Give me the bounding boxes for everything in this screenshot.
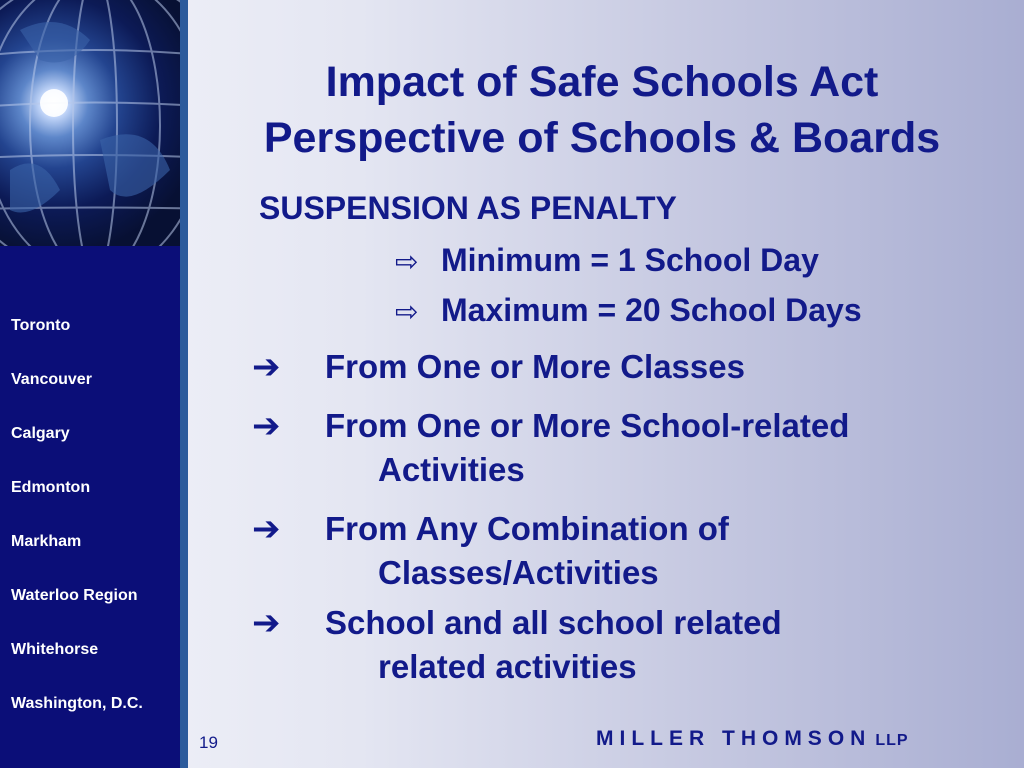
sub-item-text: Maximum = 20 School Days — [441, 292, 862, 328]
sidebar-stripe — [180, 0, 188, 768]
city-list — [11, 313, 143, 745]
sub-item — [395, 292, 862, 329]
city-item: Waterloo Region — [11, 587, 138, 604]
city-item: Markham — [11, 533, 82, 550]
bold-right-arrow-icon: ➔ — [252, 510, 281, 548]
city-item: Calgary — [11, 425, 70, 442]
sub-item — [395, 242, 819, 279]
city-item: Washington, D.C. — [11, 695, 143, 712]
bullet-text-line-2: Activities — [378, 451, 525, 488]
city-item: Vancouver — [11, 371, 92, 388]
page-number: 19 — [199, 733, 218, 752]
bullet-text-line-1: From One or More School-related — [325, 407, 850, 444]
bold-right-arrow-icon: ➔ — [252, 604, 281, 642]
outline-right-arrow-icon: ⇨ — [395, 246, 419, 277]
title-line-2: Perspective of Schools & Boards — [263, 114, 941, 162]
bold-right-arrow-icon: ➔ — [252, 407, 281, 445]
firm-name: MILLER THOMSON — [596, 727, 872, 750]
firm-suffix: LLP — [875, 732, 909, 749]
city-item: Edmonton — [11, 479, 91, 496]
globe-image — [0, 0, 180, 246]
bullet-text-line-1: From One or More Classes — [325, 348, 745, 385]
bullet-text-line-1: From Any Combination of — [325, 510, 729, 547]
title-line-1: Impact of Safe Schools Act — [325, 58, 879, 106]
outline-right-arrow-icon: ⇨ — [395, 296, 419, 327]
city-item: Whitehorse — [11, 641, 99, 658]
firm-logo-text — [596, 727, 909, 751]
bullet-text-line-2: Classes/Activities — [378, 554, 659, 591]
sub-item-text: Minimum = 1 School Day — [441, 242, 819, 278]
section-heading: SUSPENSION AS PENALTY — [259, 190, 677, 226]
city-item: Toronto — [11, 317, 71, 334]
bullet-text-line-2: related activities — [378, 648, 637, 685]
bullet-text-line-1: School and all school related — [325, 604, 782, 641]
slide-title — [190, 54, 1014, 166]
bold-right-arrow-icon: ➔ — [252, 348, 281, 386]
globe-graphic — [0, 0, 180, 246]
